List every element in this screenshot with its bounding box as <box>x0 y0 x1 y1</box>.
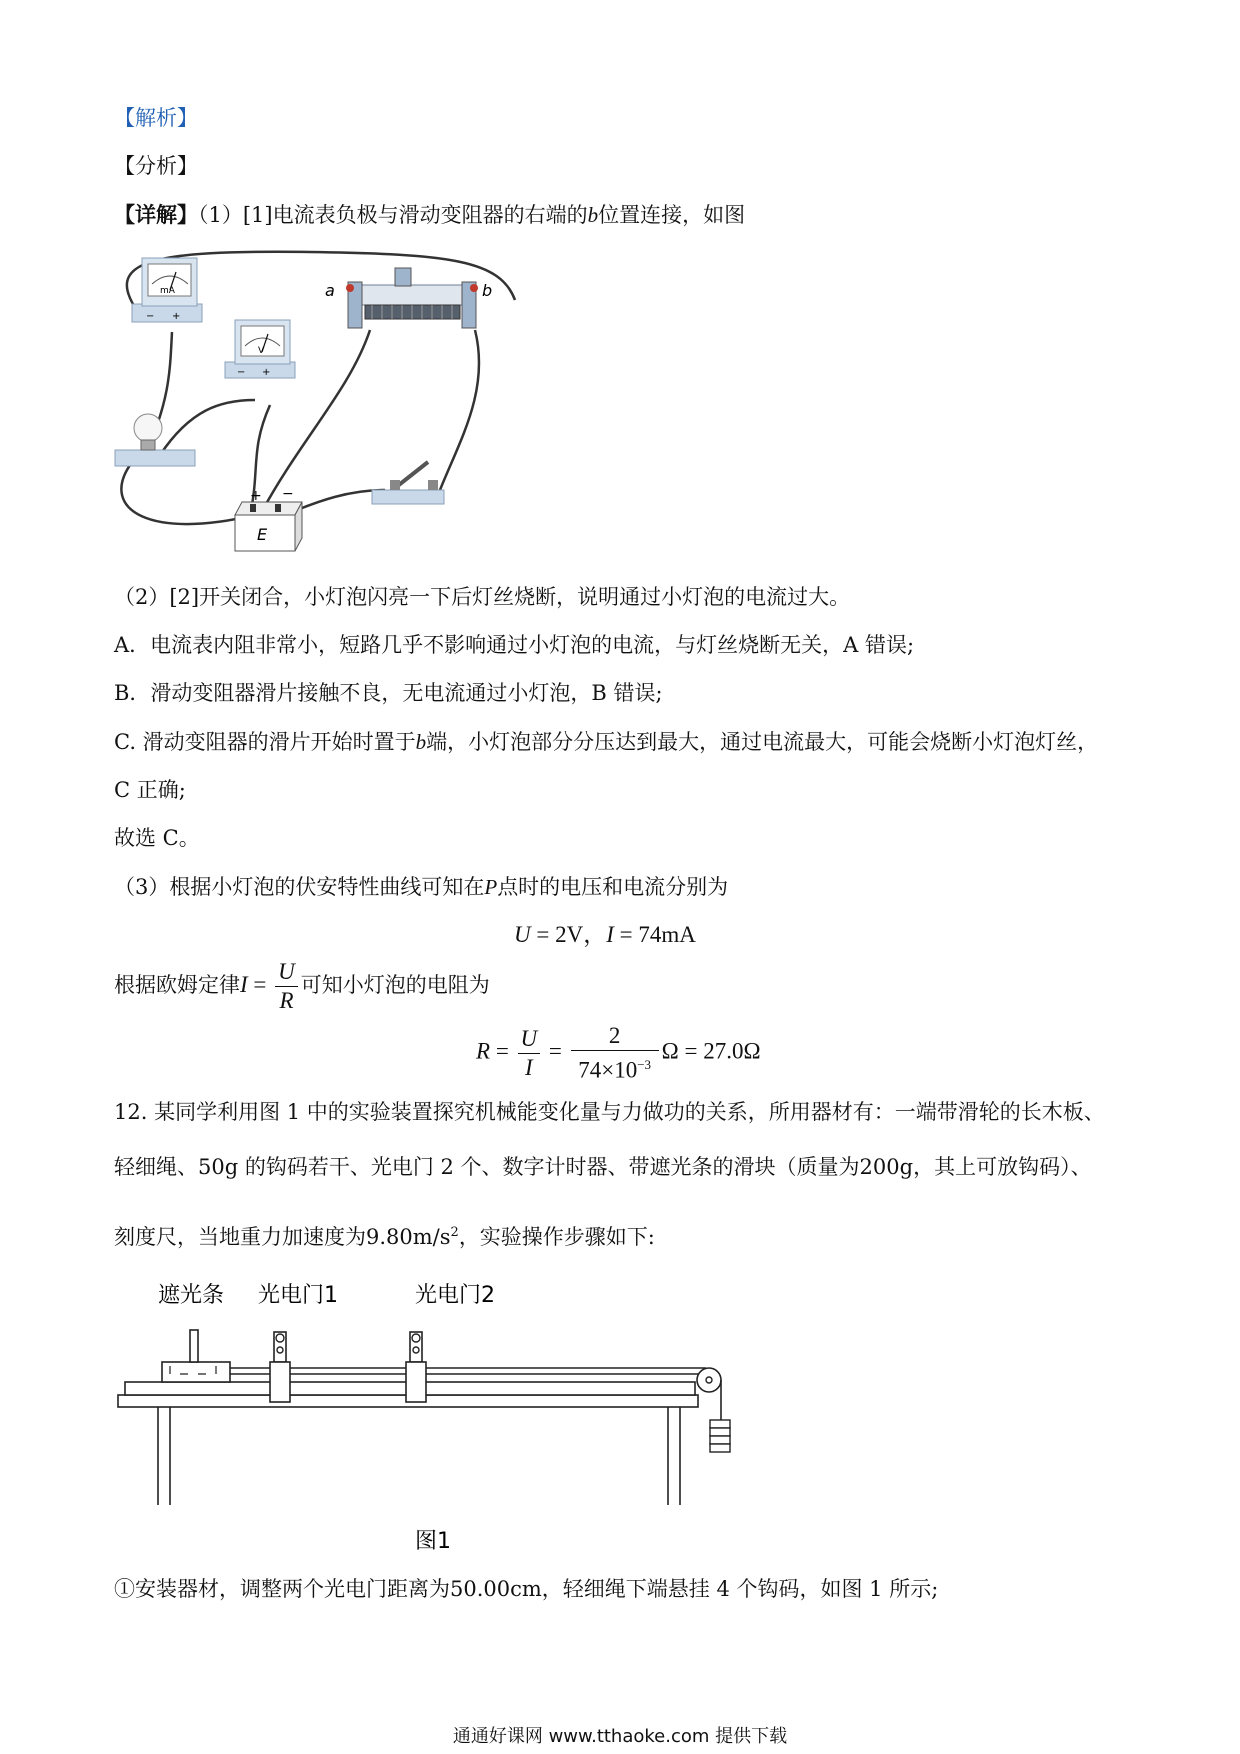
eq2-den1: I <box>525 1054 533 1080</box>
ohm-fraction <box>275 958 298 1015</box>
figure1-apparatus <box>110 1270 830 1560</box>
light-bulb <box>115 414 195 466</box>
equation-resistance <box>476 1022 761 1085</box>
wire-bulb-v <box>160 400 255 455</box>
ohm-eq: = <box>247 972 273 997</box>
label-gate2: 光电门2 <box>415 1283 495 1308</box>
meter-ma-label: mA <box>160 286 175 296</box>
ohm-den: R <box>279 988 294 1013</box>
detail-text-end: 位置连接，如图 <box>598 203 746 227</box>
part2-option-b: B．滑动变阻器滑片接触不良，无电流通过小灯泡，B 错误; <box>114 681 663 705</box>
q12-line3-pre: 刻度尺，当地重力加速度为9.80m/s <box>114 1225 451 1249</box>
slider-block <box>162 1330 230 1382</box>
battery-minus: − <box>282 486 294 502</box>
voltmeter <box>225 320 295 378</box>
eq1-u-val: = 2V， <box>530 922 607 947</box>
ohm-post: 可知小灯泡的电阻为 <box>300 973 490 997</box>
figure1-caption: 图1 <box>415 1529 451 1554</box>
option-c-var: b <box>415 730 427 754</box>
hook-weights <box>710 1420 730 1452</box>
part2-option-c <box>114 727 1098 757</box>
battery-label-e: E <box>257 525 268 544</box>
rheostat-label-b: b <box>482 281 493 300</box>
q12-line2: 轻细绳、50g 的钩码若干、光电门 2 个、数字计时器、带遮光条的滑块（质量为200g，其上可放钩码）、 <box>114 1155 1092 1179</box>
q12-line3 <box>114 1218 655 1252</box>
rheostat <box>325 268 492 328</box>
option-c-post: 端，小灯泡部分分压达到最大，通过电流最大，可能会烧断小灯泡灯丝， <box>426 730 1099 754</box>
part2-intro: （2）[2]开关闭合，小灯泡闪亮一下后灯丝烧断，说明通过小灯泡的电流过大。 <box>114 585 851 609</box>
eq1-i-val: = 74mA <box>613 922 696 947</box>
eq2-den2-base: 74×10 <box>578 1057 638 1083</box>
v-minus: − <box>237 367 246 378</box>
q12-line3-post: ，实验操作步骤如下: <box>458 1225 655 1249</box>
battery-plus: + <box>250 488 262 504</box>
part3-intro-var: P <box>484 875 498 899</box>
eq2-tail: Ω = 27.0Ω <box>661 1038 761 1064</box>
eq2-num1: U <box>518 1025 541 1054</box>
eq2-den2-exp: −3 <box>637 1057 652 1072</box>
ma-minus: − <box>146 311 155 322</box>
eq2-frac2 <box>571 1022 659 1085</box>
label-gate1: 光电门1 <box>258 1283 338 1308</box>
ohm-law-line <box>114 958 490 1015</box>
circuit-diagram <box>110 240 550 570</box>
equation-u-i <box>514 916 696 949</box>
eq1-u: U <box>514 922 531 947</box>
q12-line1: 12. 某同学利用图 1 中的实验装置探究机械能变化量与力做功的关系，所用器材有：一端带滑轮的长木板、 <box>114 1100 1105 1124</box>
eq2-eq2: = <box>543 1038 568 1064</box>
ohm-pre: 根据欧姆定律 <box>114 973 240 997</box>
q12-step1: ①安装器材，调整两个光电门距离为50.00cm，轻细绳下端悬挂 4 个钩码，如图 1 所示; <box>114 1577 939 1601</box>
v-plus: + <box>262 367 271 378</box>
rheostat-label-a: a <box>325 281 335 300</box>
eq2-num2: 2 <box>571 1022 659 1051</box>
detail-text: （1）[1]电流表负极与滑动变阻器的右端的 <box>198 203 588 227</box>
eq2-frac1 <box>518 1025 541 1082</box>
wire-rheostat-switch <box>440 330 479 490</box>
detail-line-1 <box>114 200 745 230</box>
eq2-eq1: = <box>490 1038 515 1064</box>
analysis-tag: 【解析】 <box>114 106 198 130</box>
eq1-i: I <box>606 922 614 947</box>
ohm-i: I <box>240 972 248 997</box>
ma-plus: + <box>172 311 181 322</box>
battery <box>235 486 302 551</box>
detail-var-b: b <box>587 203 599 227</box>
eq2-r: R <box>476 1038 491 1064</box>
fenxi-tag: 【分析】 <box>114 154 198 178</box>
pulley <box>697 1368 721 1420</box>
milliammeter <box>132 258 202 322</box>
part3-intro-pre: （3）根据小灯泡的伏安特性曲线可知在 <box>114 875 485 899</box>
part3-intro-post: 点时的电压和电流分别为 <box>497 875 729 899</box>
label-shade-bar: 遮光条 <box>158 1283 225 1308</box>
photogate-1 <box>270 1332 290 1402</box>
page-footer: 通通好课网 www.tthaoke.com 提供下载 <box>452 1726 788 1747</box>
eq2-den2 <box>571 1051 659 1085</box>
part2-choice: 故选 C。 <box>114 826 200 850</box>
switch <box>372 462 444 504</box>
option-c-pre: C. 滑动变阻器的滑片开始时置于 <box>114 730 416 754</box>
q12-line3-exp: 2 <box>450 1225 459 1240</box>
ohm-num: U <box>275 958 298 987</box>
part2-option-c-cont: C 正确; <box>114 778 186 802</box>
part3-intro <box>114 872 728 902</box>
part2-option-a: A．电流表内阻非常小，短路几乎不影响通过小灯泡的电流，与灯丝烧断无关，A 错误; <box>114 633 915 657</box>
photogate-2 <box>406 1332 426 1402</box>
detail-tag: 【详解】 <box>114 202 198 227</box>
meter-v-label: V <box>258 346 265 356</box>
